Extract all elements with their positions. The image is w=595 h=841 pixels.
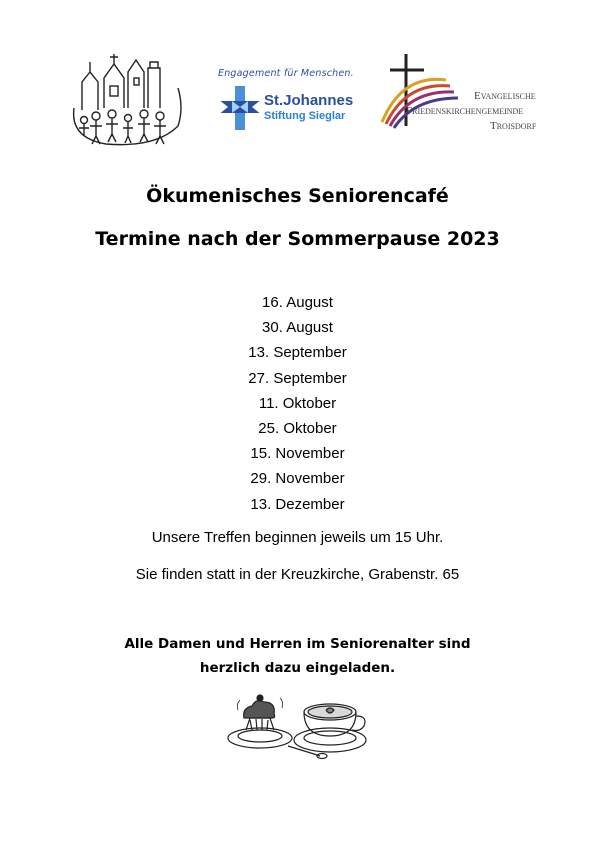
list-item: 16. August (262, 294, 333, 311)
list-item: 13. Dezember (250, 495, 345, 513)
meeting-time: Unsere Treffen beginnen jeweils um 15 Uhr. (151, 529, 444, 546)
cross-rainbow-arcs-icon (376, 50, 476, 140)
st-johannes-logo (214, 68, 362, 144)
logo-subname: Stiftung Sieglar (264, 110, 346, 122)
logo-line-friedenskirchengemeinde: Friedenskirchengemeinde (406, 105, 524, 117)
list-item: 25. Oktober (258, 419, 337, 437)
logo-bar (0, 40, 595, 160)
list-item: 27. September (248, 369, 347, 387)
logo-line-troisdorf: Troisdorf (490, 120, 537, 132)
date-list (0, 290, 595, 517)
churches-and-people-drawing-icon (66, 48, 186, 148)
blue-cross-arrows-icon (218, 86, 262, 130)
logo-tagline: Engagement für Menschen. (218, 68, 354, 79)
logo-line-evangelische: Evangelische (474, 90, 536, 102)
friedenskirche-logo (376, 50, 576, 140)
logo-name: St.Johannes (264, 92, 354, 109)
churches-people-logo (66, 48, 186, 148)
coffee-illustration (222, 690, 372, 766)
list-item: 13. September (248, 344, 347, 362)
page-subtitle: Termine nach der Sommerpause 2023 (95, 228, 500, 250)
invitation-line-2: herzlich dazu eingeladen. (199, 660, 396, 676)
list-item: 11. Oktober (258, 394, 337, 412)
list-item: 30. August (262, 319, 333, 337)
page-title: Ökumenisches Seniorencafé (146, 185, 449, 207)
coffee-and-cupcake-sketch-icon (222, 690, 372, 762)
invitation-line-1: Alle Damen und Herren im Seniorenalter sind (124, 636, 471, 652)
list-item: 15. November (250, 445, 345, 463)
list-item: 29. November (250, 470, 345, 488)
meeting-place: Sie finden statt in der Kreuzkirche, Grabenstr. 65 (135, 566, 460, 583)
